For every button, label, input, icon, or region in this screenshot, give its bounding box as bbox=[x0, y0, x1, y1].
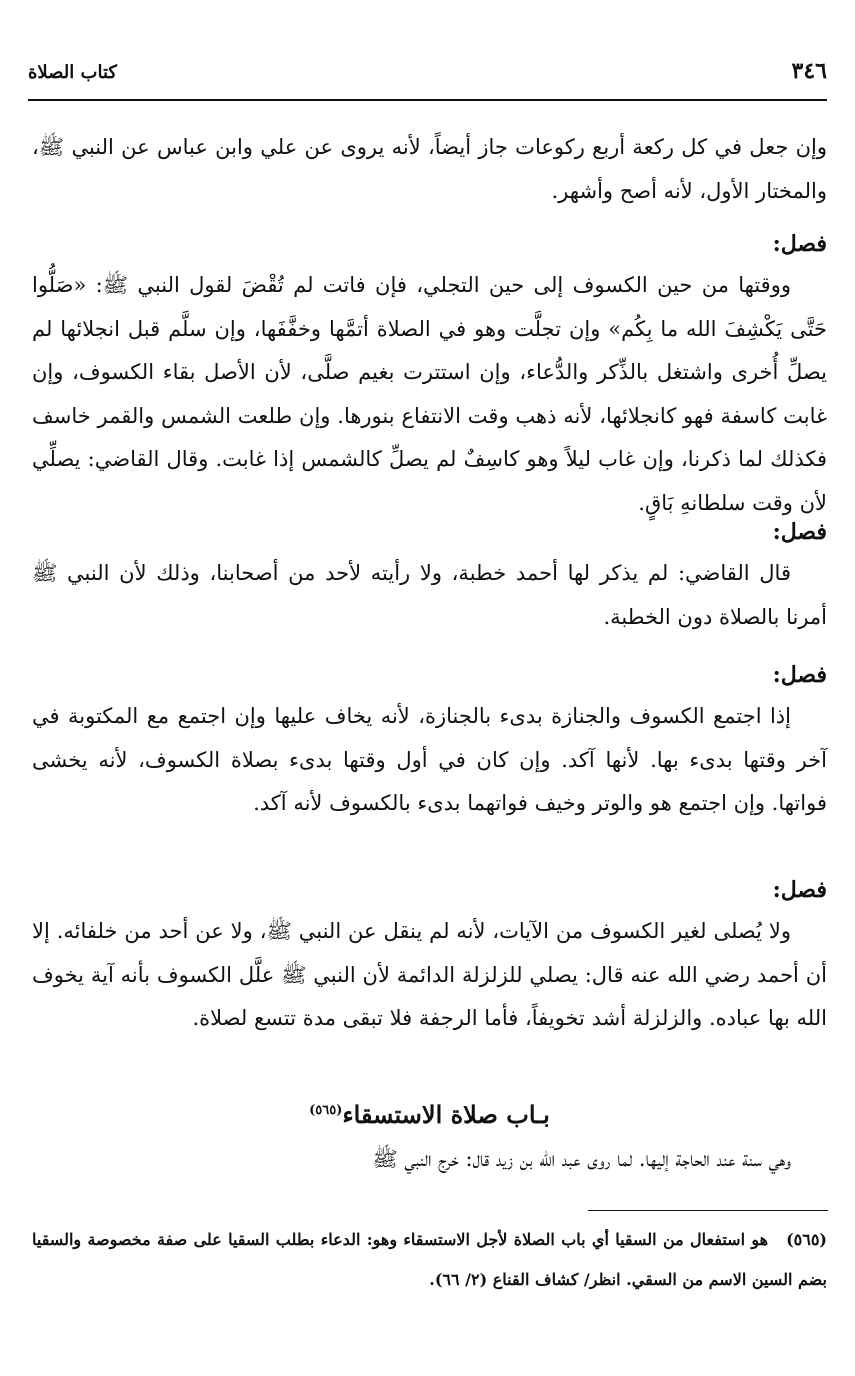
section-1 bbox=[32, 224, 827, 525]
header-rule bbox=[28, 99, 827, 101]
section-paragraph: قال القاضي: لم يذكر لها أحمد خطبة، ولا رأيته لأحد من أصحابنا، وذلك لأن النبي ﷺ أمرنا بالصلاة دون الخطبة. bbox=[32, 561, 827, 629]
footnote bbox=[32, 1220, 827, 1300]
intro-paragraph: وإن جعل في كل ركعة أربع ركوعات جاز أيضاً، لأنه يروى عن علي وابن عباس عن النبي ﷺ، والمختار الأول، لأنه أصح وأشهر. bbox=[32, 135, 827, 203]
section-4 bbox=[32, 870, 827, 1041]
chapter-title-text: بـاب صلاة الاستسقاء bbox=[342, 1100, 550, 1129]
section-2 bbox=[32, 512, 827, 639]
running-head bbox=[28, 58, 827, 98]
footnote-rule bbox=[588, 1210, 828, 1211]
section-paragraph: إذا اجتمع الكسوف والجنازة بدىء بالجنازة، لأنه يخاف عليها وإن اجتمع مع المكتوبة في آخر وقتها بدىء بها. لأنها آكد. وإن كان في أول وقتها بدىء بصلاة الكسوف، لأنه يخشى فواتها. وإن اجتمع هو والوتر وخيف فواتهما بدىء بالكسوف لأنه آكد. bbox=[32, 704, 827, 815]
chapter-block bbox=[32, 1088, 827, 1182]
chapter-title bbox=[32, 1088, 827, 1138]
section-paragraph: ولا يُصلى لغير الكسوف من الآيات، لأنه لم ينقل عن النبي ﷺ، ولا عن أحد من خلفائه. إلا أن أحمد رضي الله عنه قال: يصلي للزلزلة الدائمة لأن النبي ﷺ علَّل الكسوف بأنه آية يخوف الله بها عباده. والزلزلة أشد تخويفاً، فأما الرجفة فلا تبقى مدة تتسع لصلاة. bbox=[32, 919, 827, 1030]
section-heading: فصل: bbox=[772, 519, 827, 545]
page-number: ٣٤٦ bbox=[791, 58, 827, 84]
footnote-ref: (٥٦٥) bbox=[309, 1103, 343, 1118]
section-heading: فصل: bbox=[772, 877, 827, 903]
footnote-text: هو استفعال من السقيا أي باب الصلاة لأجل الاستسقاء وهو: الدعاء بطلب السقيا على صفة مخصوصة والسقيا بضم السين الاسم من السقي. انظر/ كشاف القناع (٢/ ٦٦). bbox=[32, 1230, 827, 1289]
section-paragraph: ووقتها من حين الكسوف إلى حين التجلي، فإن فاتت لم تُقْضَ لقول النبي ﷺ: «صَلُّوا حَتَّى يَكْشِفَ الله ما بِكُم» وإن تجلَّت وهو في الصلاة أتمَّها وخفَّفَها، وإن سلَّم قبل انجلائها لم يصلِّ أُخرى واشتغل بالذِّكر والدُّعاء، وإن استترت بغيم صلَّى، لأن الأصل بقاء الكسوف، وإن غابت كاسفة فهو كانجلائها، لأنه ذهب وقت الانتفاع بنورها. وإن طلعت الشمس والقمر خاسف فكذلك لما ذكرنا، وإن غاب ليلاً وهو كاسِفٌ لم يصلِّ كالشمس إذا غابت. وقال القاضي: يصلِّي لأن وقت سلطانهِ بَاقٍ. bbox=[32, 273, 827, 515]
intro-block bbox=[32, 126, 827, 213]
section-3 bbox=[32, 655, 827, 826]
book-title: كتاب الصلاة bbox=[28, 62, 117, 83]
footnote-marker: (٥٦٥) bbox=[786, 1230, 827, 1249]
section-heading: فصل: bbox=[772, 231, 827, 257]
chapter-first-line: وهي سنة عند الحاجة إليها. لما روى عبد الله بن زيد قال: خرج النبي ﷺ bbox=[372, 1147, 791, 1171]
section-heading: فصل: bbox=[772, 662, 827, 688]
